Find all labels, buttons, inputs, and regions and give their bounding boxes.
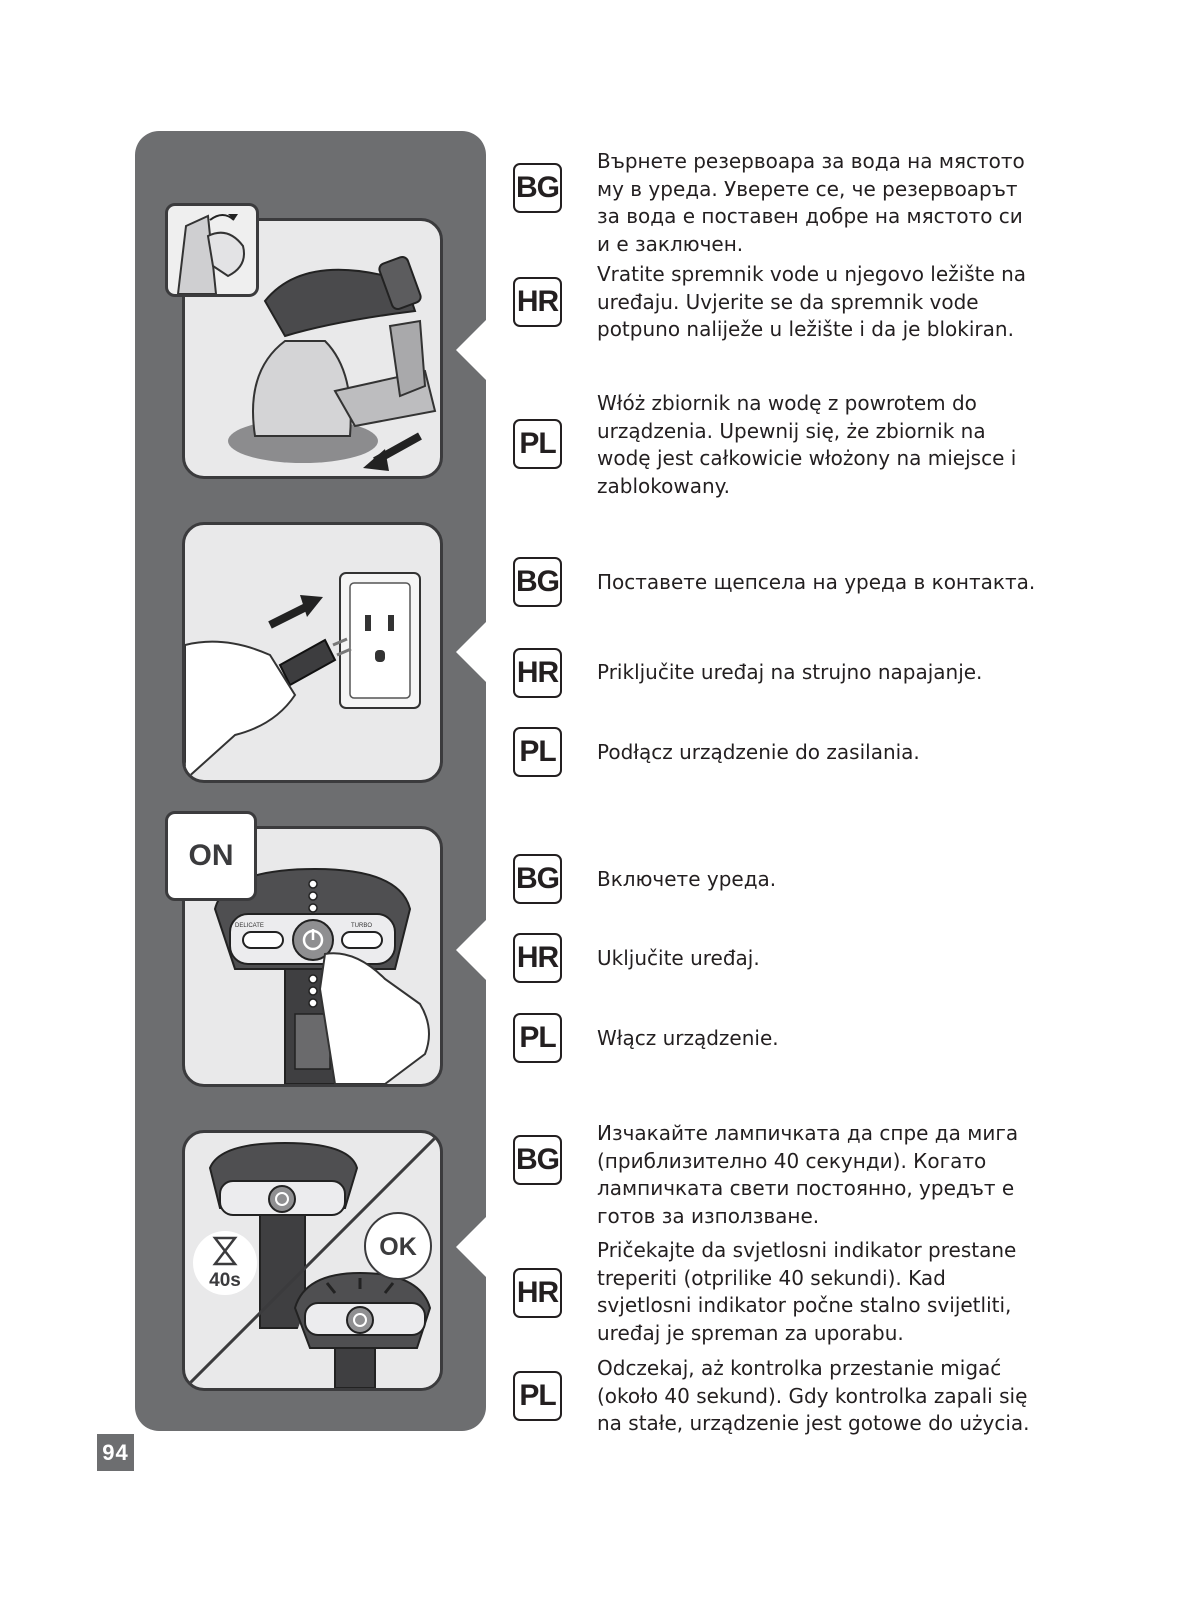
lang-badge-bg [513, 163, 562, 213]
lang-badge-bg [513, 1135, 562, 1185]
instruction-text-pl: Włóż zbiornik na wodę z powrotem do urządzenia. Upewnij się, że zbiornik na wodę jest całkowicie włożony na miejsce i zablokowany. [597, 391, 1017, 498]
section-3-pointer [456, 918, 488, 982]
illustration-wait-ready [182, 1130, 443, 1391]
section-1-pointer [456, 318, 488, 382]
section-2-pointer [456, 620, 488, 684]
lang-badge-hr [513, 648, 562, 698]
lang-code: HR [516, 1276, 559, 1309]
lang-badge-pl [513, 1013, 562, 1063]
instruction-text-bg: Включете уреда. [597, 867, 777, 891]
instruction-text-bg: Изчакайте лампичката да спре да мига (приблизително 40 секунди). Когато лампичката свети постоянно, уредът е готов за използване. [597, 1121, 1019, 1228]
timer-label: 40s [209, 1270, 241, 1291]
lang-code: BG [516, 862, 559, 895]
lang-code: BG [516, 565, 559, 598]
lang-code: PL [519, 1021, 556, 1054]
lang-code: BG [516, 1143, 559, 1176]
lang-badge-bg [513, 557, 562, 607]
lang-code: PL [519, 427, 556, 460]
section-4-pointer [456, 1215, 488, 1279]
page-number: 94 [97, 1434, 134, 1471]
delicate-label: DELICATE [235, 923, 264, 929]
lang-code: PL [519, 1379, 556, 1412]
instruction-text-hr: Priključite uređaj na strujno napajanje. [597, 660, 983, 684]
instruction-text-pl: Odczekaj, aż kontrolka przestanie migać (około 40 sekund). Gdy kontrolka zapali się na stałe, urządzenie jest gotowe do użycia. [597, 1356, 1030, 1435]
instruction-text-bg: Върнете резервоара за вода на мястото му в уреда. Уверете се, че резервоарът за вода е поставен добре на мястото си и е заключен. [597, 149, 1025, 256]
lang-code: HR [516, 656, 559, 689]
lang-badge-pl [513, 727, 562, 777]
instruction-text-pl: Włącz urządzenie. [597, 1026, 779, 1050]
ok-label: OK [379, 1233, 417, 1261]
lang-badge-hr [513, 1268, 562, 1318]
on-label: ON [188, 839, 234, 872]
turbo-label: TURBO [351, 923, 372, 929]
lang-code: PL [519, 735, 556, 768]
lang-code: HR [516, 285, 559, 318]
instruction-text-hr: Pričekajte da svjetlosni indikator prestane treperiti (otprilike 40 sekundi). Kad svjetlosni indikator počne stalno svijetliti, uređaj je spreman za uporabu. [597, 1238, 1017, 1345]
lang-badge-hr [513, 933, 562, 983]
instruction-text-hr: Vratite spremnik vode u njegovo ležište na uređaju. Uvjerite se da spremnik vode potpuno naliježe u ležište i da je blokiran. [597, 262, 1027, 341]
lang-code: BG [516, 171, 559, 204]
on-label-box [165, 811, 257, 901]
lang-badge-pl [513, 419, 562, 469]
lang-code: HR [516, 941, 559, 974]
illustration-inset-lock [165, 203, 259, 297]
lang-badge-pl [513, 1371, 562, 1421]
lang-badge-bg [513, 854, 562, 904]
instruction-text-pl: Podłącz urządzenie do zasilania. [597, 740, 920, 764]
lang-badge-hr [513, 277, 562, 327]
instruction-text-bg: Поставете щепсела на уреда в контакта. [597, 570, 1036, 594]
instruction-text-hr: Uključite uređaj. [597, 946, 760, 970]
illustration-plug-outlet [182, 522, 443, 783]
